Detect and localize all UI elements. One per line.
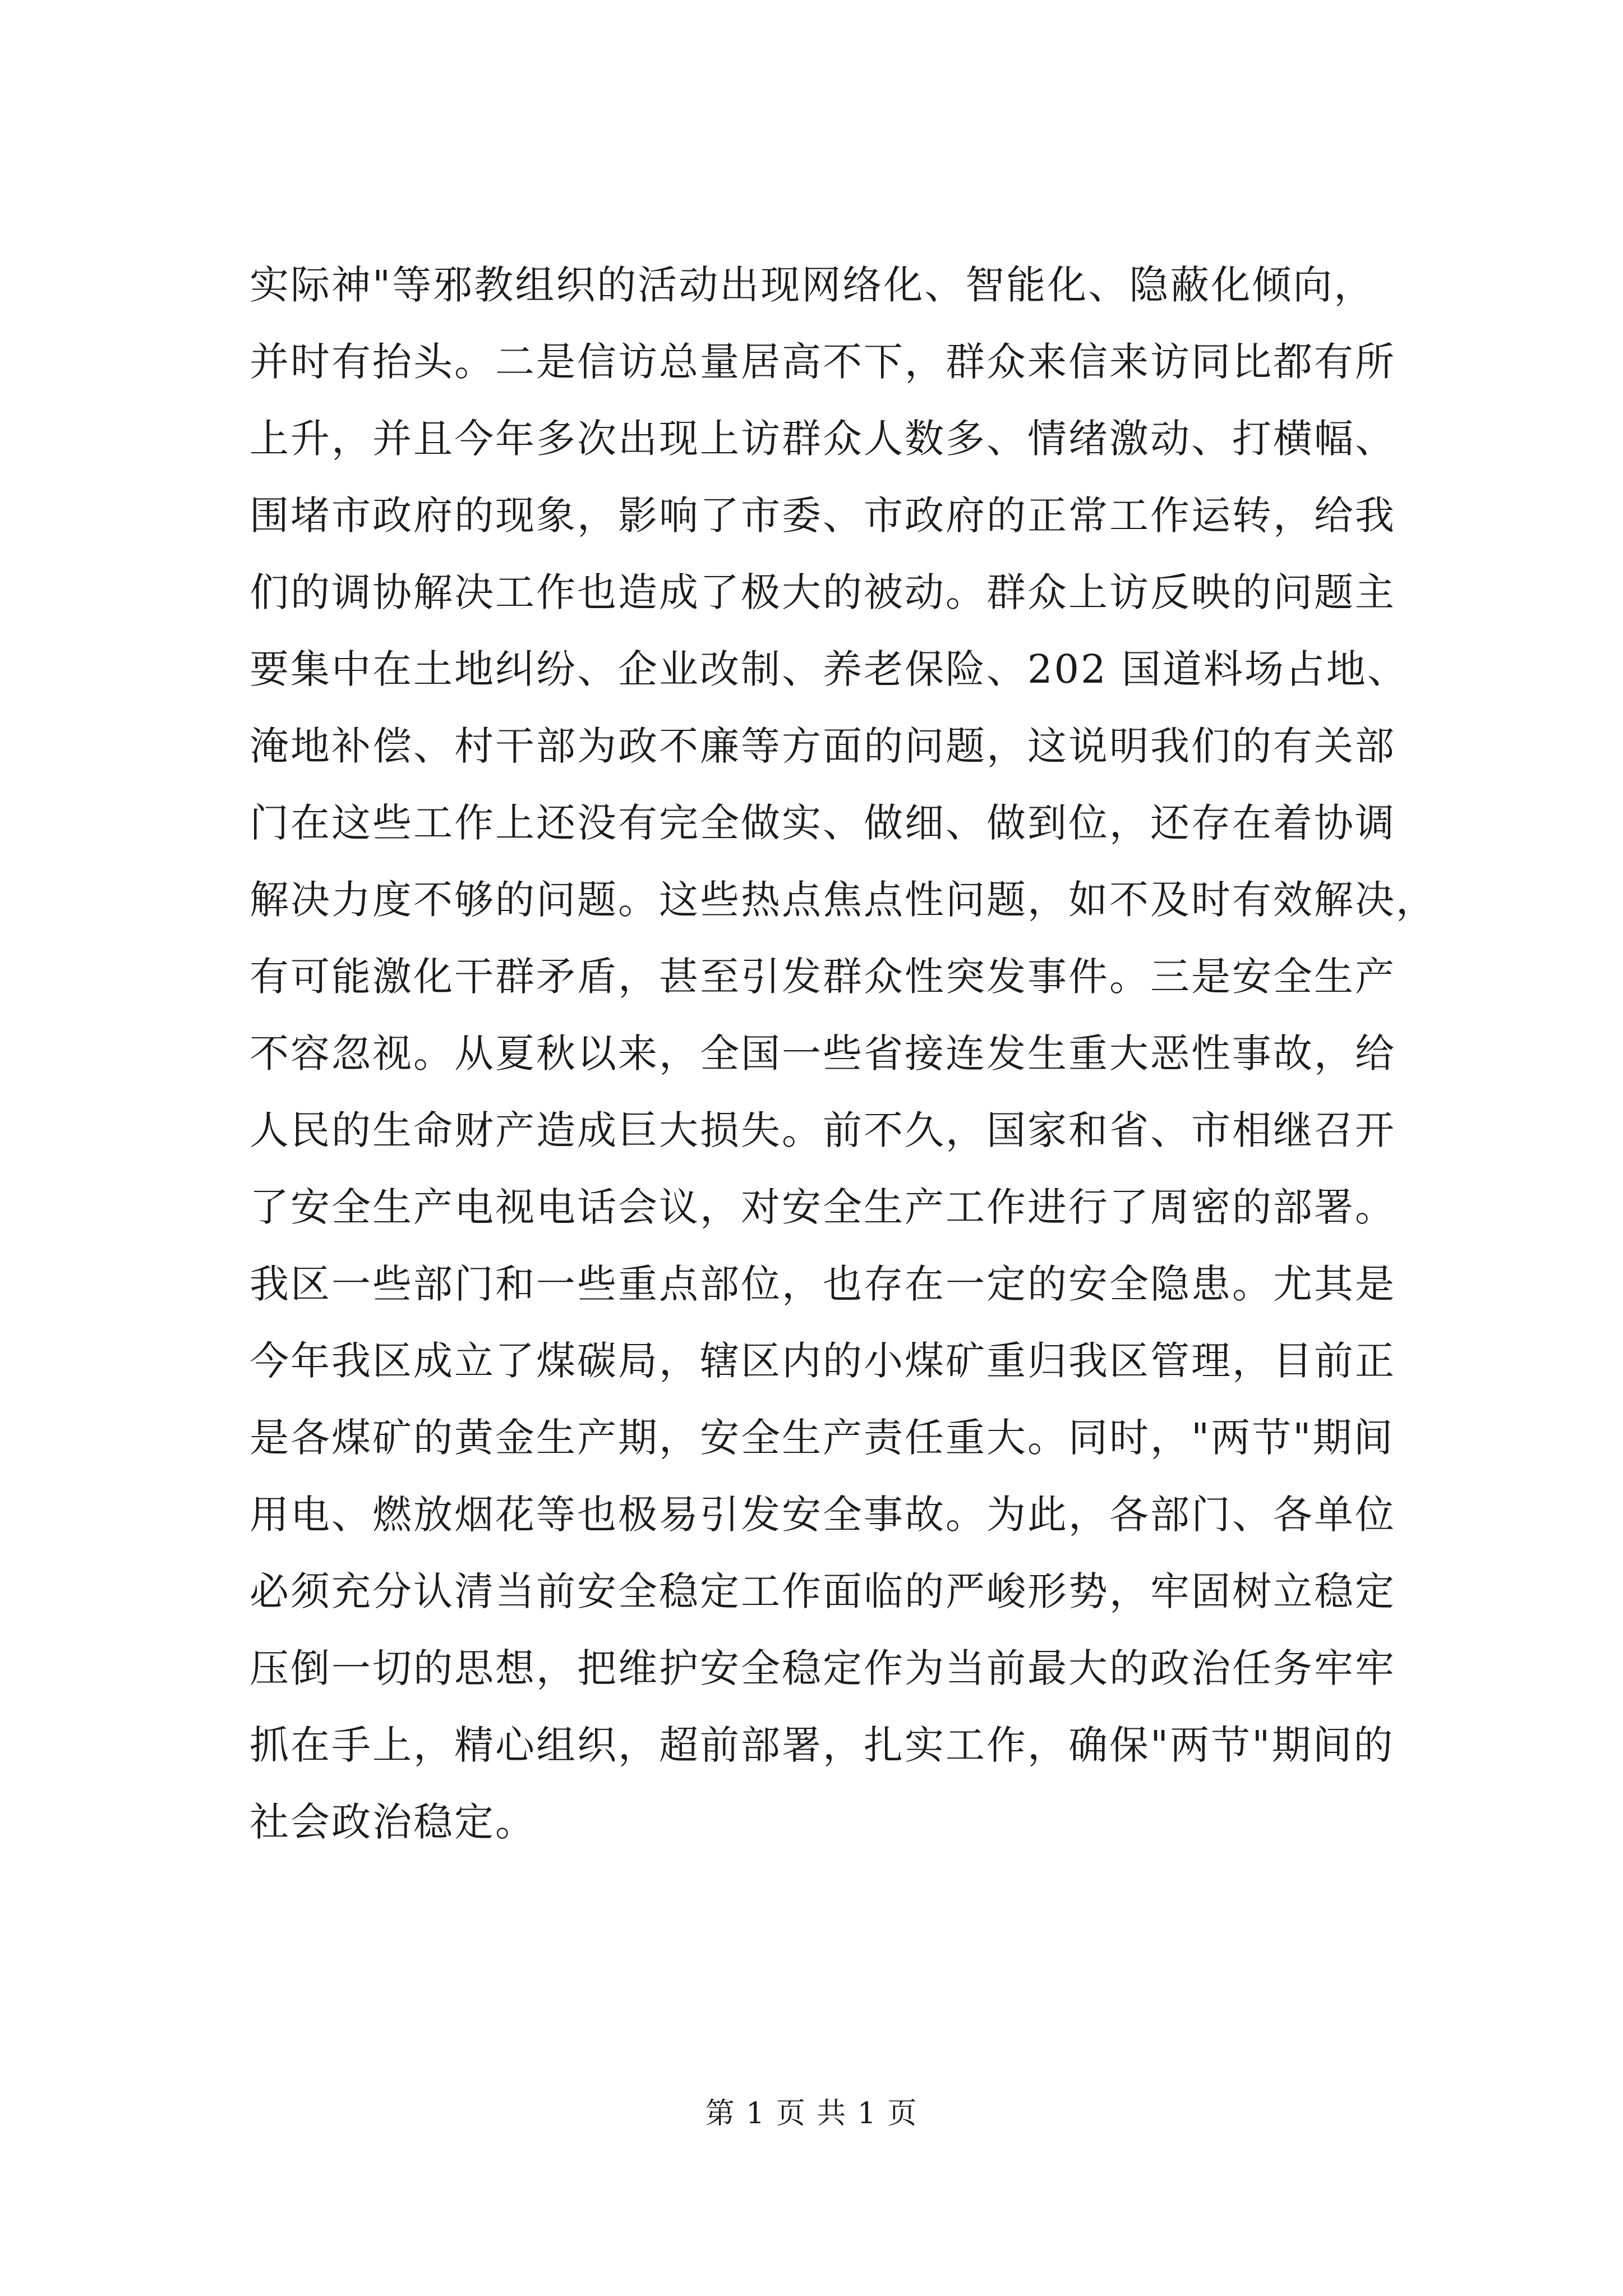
text-line: 解决力度不够的问题。这些热点焦点性问题，如不及时有效解决， [250, 877, 1437, 923]
text-line: 今年我区成立了煤碳局，辖区内的小煤矿重归我区管理，目前正 [250, 1338, 1396, 1384]
text-line: 实际神"等邪教组织的活动出现网络化、智能化、隐蔽化倾向， [250, 262, 1375, 308]
text-line: 了安全生产电视电话会议，对安全生产工作进行了周密的部署。 [250, 1184, 1396, 1230]
text-line: 要集中在土地纠纷、企业改制、养老保险、202 国道料场占地、 [250, 646, 1408, 692]
page-footer: 第 1 页 共 1 页 [705, 2097, 918, 2131]
text-line: 我区一些部门和一些重点部位，也存在一定的安全隐患。尤其是 [250, 1261, 1396, 1307]
text-line: 淹地补偿、村干部为政不廉等方面的问题，这说明我们的有关部 [250, 723, 1396, 769]
text-line: 有可能激化干群矛盾，甚至引发群众性突发事件。三是安全生产 [250, 954, 1396, 1000]
text-line: 们的调协解决工作也造成了极大的被动。群众上访反映的问题主 [250, 569, 1396, 615]
text-line: 必须充分认清当前安全稳定工作面临的严峻形势，牢固树立稳定 [250, 1568, 1396, 1614]
text-line: 上升，并且今年多次出现上访群众人数多、情绪激动、打横幅、 [250, 416, 1396, 462]
text-line: 不容忽视。从夏秋以来，全国一些省接连发生重大恶性事故，给 [250, 1030, 1396, 1076]
body-paragraph [250, 247, 1437, 1861]
text-line: 社会政治稳定。 [250, 1799, 536, 1845]
text-line: 并时有抬头。二是信访总量居高不下，群众来信来访同比都有所 [250, 339, 1396, 385]
text-line: 人民的生命财产造成巨大损失。前不久，国家和省、市相继召开 [250, 1107, 1396, 1153]
text-line: 围堵市政府的现象，影响了市委、市政府的正常工作运转，给我 [250, 493, 1396, 539]
text-line: 抓在手上，精心组织，超前部署，扎实工作，确保"两节"期间的 [250, 1722, 1395, 1768]
text-line: 压倒一切的思想，把维护安全稳定作为当前最大的政治任务牢牢 [250, 1645, 1396, 1691]
text-line: 是各煤矿的黄金生产期，安全生产责任重大。同时，"两节"期间 [250, 1415, 1395, 1461]
text-line: 用电、燃放烟花等也极易引发安全事故。为此，各部门、各单位 [250, 1492, 1396, 1538]
text-line: 门在这些工作上还没有完全做实、做细、做到位，还存在着协调 [250, 800, 1396, 846]
